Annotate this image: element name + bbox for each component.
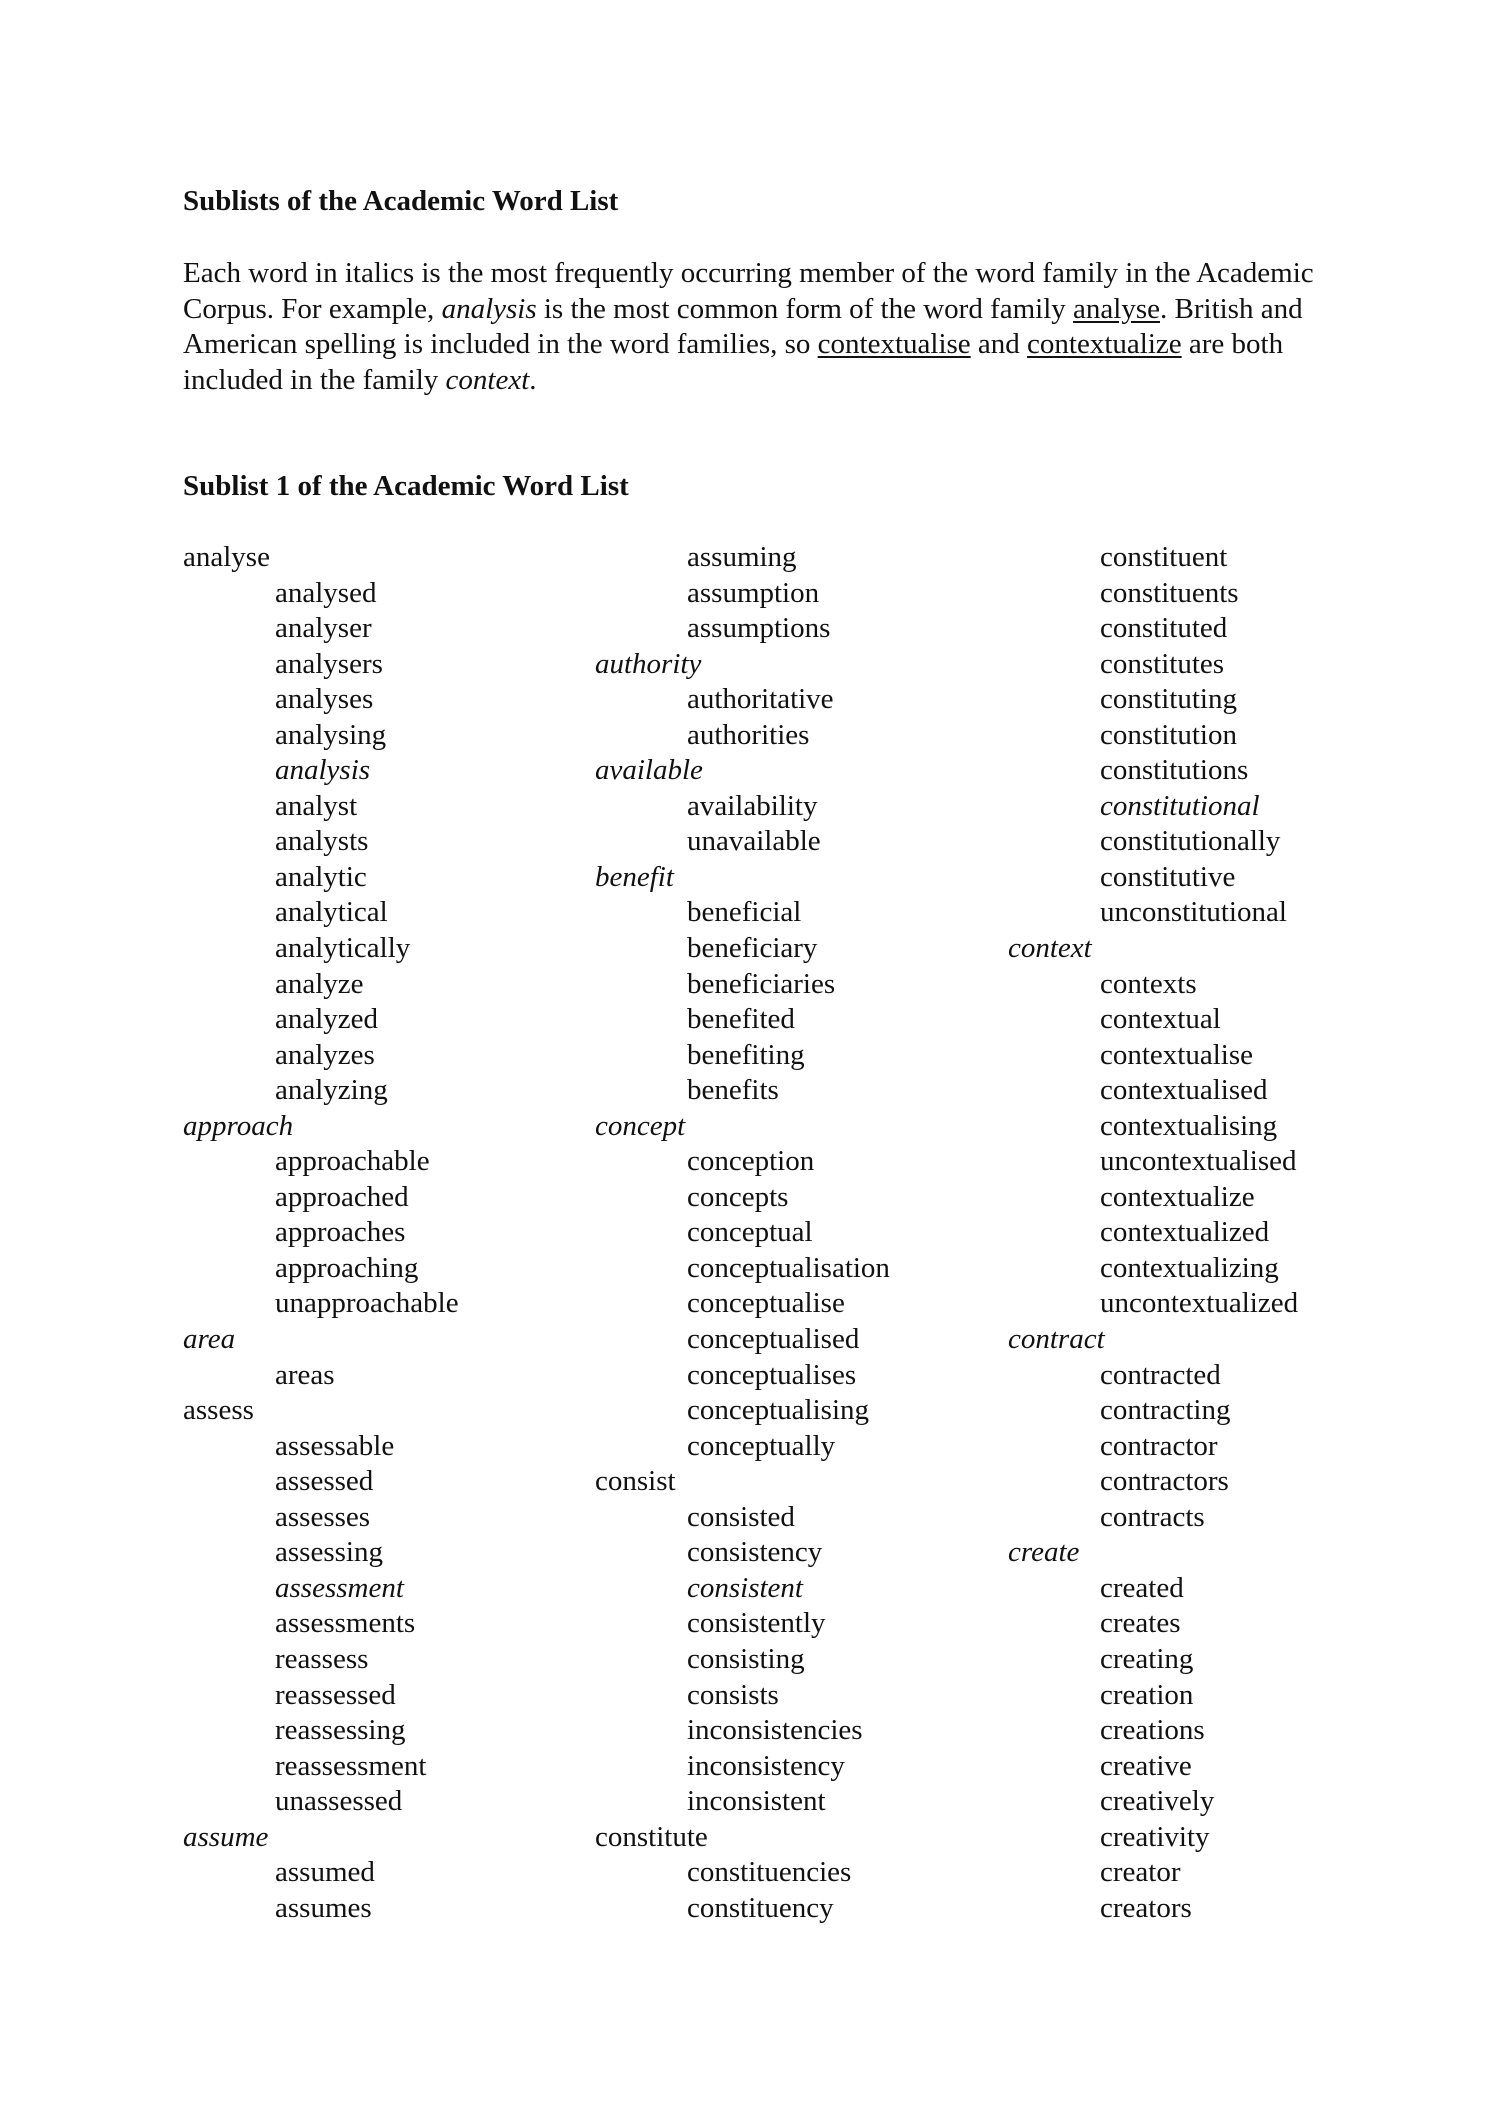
word-family-headword: analyse bbox=[183, 541, 270, 573]
word-family-member: creator bbox=[1100, 1856, 1181, 1889]
word-family-member: contractor bbox=[1100, 1429, 1218, 1462]
word-family-headword: context bbox=[1008, 932, 1092, 965]
word-family-member: analytic bbox=[275, 860, 367, 893]
word-family-member: contextualise bbox=[1100, 1038, 1254, 1071]
intro-italic-analysis: analysis bbox=[441, 292, 537, 325]
word-family-member: contracting bbox=[1100, 1394, 1231, 1427]
word-family-member: assumes bbox=[275, 1891, 372, 1924]
word-family-member: contextualising bbox=[1100, 1109, 1278, 1142]
word-family-member: benefited bbox=[687, 1003, 795, 1036]
word-family-member: conceptualised bbox=[687, 1323, 860, 1356]
intro-text-5: are both included in the family bbox=[183, 328, 1284, 396]
word-family-headword: available bbox=[595, 754, 703, 787]
word-family-member: constitutional bbox=[1100, 789, 1260, 822]
word-family-member: consistent bbox=[687, 1571, 803, 1604]
word-family-member: analyzing bbox=[275, 1074, 388, 1107]
word-family-member: uncontextualized bbox=[1100, 1287, 1299, 1320]
intro-paragraph bbox=[183, 256, 1363, 398]
word-family-member: conceptualises bbox=[687, 1358, 857, 1391]
word-family-member: beneficial bbox=[687, 896, 802, 929]
word-family-member: uncontextualised bbox=[1100, 1145, 1297, 1178]
word-family-member: assessable bbox=[275, 1429, 395, 1462]
word-family-member: areas bbox=[275, 1358, 335, 1391]
word-family-member: concepts bbox=[687, 1180, 789, 1213]
word-family-member: reassessing bbox=[275, 1714, 406, 1747]
word-family-member: analyzed bbox=[275, 1003, 379, 1036]
word-family-member: analyser bbox=[275, 612, 372, 645]
intro-text-1: Each word in italics is the most frequently occurring member of the word family in the Academic Corpus. For example, bbox=[183, 257, 1314, 325]
word-family-member: creative bbox=[1100, 1749, 1192, 1782]
intro-text-6: . bbox=[529, 363, 537, 396]
word-column-2 bbox=[595, 540, 995, 1926]
word-family-member: contracted bbox=[1100, 1358, 1221, 1391]
word-family-member: beneficiary bbox=[687, 932, 818, 965]
word-family-headword: contract bbox=[1008, 1323, 1105, 1356]
word-family-member: analysed bbox=[275, 576, 377, 609]
word-family-member: analyzes bbox=[275, 1038, 375, 1071]
word-family-member: created bbox=[1100, 1571, 1184, 1604]
word-family-member: creations bbox=[1100, 1714, 1205, 1747]
word-family-member: assumptions bbox=[687, 612, 831, 645]
word-family-headword: area bbox=[183, 1323, 236, 1356]
sublist-title: Sublist 1 of the Academic Word List bbox=[183, 470, 629, 502]
word-family-member: approaches bbox=[275, 1216, 406, 1249]
word-family-member: assesses bbox=[275, 1500, 371, 1533]
word-family-member: inconsistencies bbox=[687, 1714, 863, 1747]
word-family-member: creators bbox=[1100, 1891, 1192, 1924]
intro-underlined-contextualize: contextualize bbox=[1027, 328, 1182, 360]
word-family-member: analyses bbox=[275, 683, 374, 716]
intro-underlined-contextualise: contextualise bbox=[817, 328, 971, 360]
intro-underlined-analyse: analyse bbox=[1073, 292, 1161, 325]
page-title: Sublists of the Academic Word List bbox=[183, 185, 619, 217]
word-family-headword: assess bbox=[183, 1394, 254, 1427]
word-family-member: conceptualising bbox=[687, 1394, 870, 1427]
word-family-member: analysts bbox=[275, 825, 369, 858]
word-family-headword: authority bbox=[595, 647, 702, 680]
word-family-member: assessing bbox=[275, 1536, 383, 1569]
word-family-member: constitutive bbox=[1100, 860, 1236, 893]
word-family-member: assumption bbox=[687, 576, 820, 609]
word-family-member: assessments bbox=[275, 1607, 416, 1640]
word-family-member: analysis bbox=[275, 754, 371, 787]
word-family-headword: create bbox=[1008, 1536, 1080, 1569]
word-family-member: contextualizing bbox=[1100, 1251, 1279, 1284]
word-family-member: contracts bbox=[1100, 1500, 1205, 1533]
word-family-member: benefiting bbox=[687, 1038, 805, 1071]
word-family-member: consisted bbox=[687, 1500, 795, 1533]
word-family-member: analysing bbox=[275, 718, 387, 751]
word-family-member: analytically bbox=[275, 932, 411, 965]
word-family-member: creativity bbox=[1100, 1820, 1210, 1853]
word-family-member: conceptually bbox=[687, 1429, 836, 1462]
intro-italic-context: context bbox=[445, 363, 530, 396]
word-family-member: constituencies bbox=[687, 1856, 852, 1889]
word-family-member: analytical bbox=[275, 896, 388, 929]
intro-text-4: and bbox=[970, 328, 1028, 360]
word-family-member: analyst bbox=[275, 789, 358, 822]
word-family-member: authoritative bbox=[687, 683, 834, 716]
word-family-member: unavailable bbox=[687, 825, 821, 858]
word-family-member: consistency bbox=[687, 1536, 823, 1569]
word-family-member: conceptualise bbox=[687, 1287, 845, 1320]
word-family-member: assessed bbox=[275, 1465, 374, 1498]
word-family-member: contextualised bbox=[1100, 1074, 1268, 1107]
word-family-member: benefits bbox=[687, 1074, 779, 1107]
word-family-headword: assume bbox=[183, 1820, 269, 1853]
word-family-member: approachable bbox=[275, 1145, 430, 1178]
word-family-member: contextual bbox=[1100, 1003, 1221, 1036]
word-family-member: constituents bbox=[1100, 576, 1239, 609]
intro-text-3: . British and American spelling is included in the word families, so bbox=[183, 292, 1303, 360]
word-family-member: approaching bbox=[275, 1251, 419, 1284]
word-family-member: authorities bbox=[687, 718, 810, 751]
word-family-member: creatively bbox=[1100, 1785, 1215, 1818]
word-family-member: analyze bbox=[275, 967, 364, 1000]
word-family-member: creating bbox=[1100, 1642, 1194, 1675]
word-family-member: approached bbox=[275, 1180, 409, 1213]
word-family-member: assessment bbox=[275, 1571, 404, 1604]
word-family-member: contextualized bbox=[1100, 1216, 1270, 1249]
word-family-member: unconstitutional bbox=[1100, 896, 1287, 929]
word-family-member: constitution bbox=[1100, 718, 1237, 751]
word-family-member: contractors bbox=[1100, 1465, 1229, 1498]
word-family-member: conception bbox=[687, 1145, 815, 1178]
word-column-3 bbox=[1008, 540, 1408, 1926]
word-family-headword: approach bbox=[183, 1109, 294, 1142]
word-family-member: reassess bbox=[275, 1642, 369, 1675]
word-family-member: creation bbox=[1100, 1678, 1194, 1711]
intro-text-2: is the most common form of the word family bbox=[536, 292, 1074, 325]
word-family-member: reassessment bbox=[275, 1749, 427, 1782]
word-family-member: conceptualisation bbox=[687, 1251, 890, 1284]
word-family-member: assumed bbox=[275, 1856, 375, 1889]
word-family-member: reassessed bbox=[275, 1678, 396, 1711]
word-family-member: beneficiaries bbox=[687, 967, 836, 1000]
word-family-member: availability bbox=[687, 789, 818, 822]
word-family-headword: benefit bbox=[595, 860, 674, 893]
word-family-member: contextualize bbox=[1100, 1180, 1255, 1213]
word-family-headword: concept bbox=[595, 1109, 686, 1142]
word-family-member: unapproachable bbox=[275, 1287, 459, 1320]
word-family-member: consistently bbox=[687, 1607, 826, 1640]
word-family-member: contexts bbox=[1100, 967, 1197, 1000]
word-family-member: conceptual bbox=[687, 1216, 813, 1249]
word-family-headword: consist bbox=[595, 1465, 676, 1498]
word-family-headword: constitute bbox=[595, 1820, 708, 1853]
word-family-member: constituent bbox=[1100, 541, 1228, 573]
word-family-member: constituted bbox=[1100, 612, 1228, 645]
word-family-member: constituting bbox=[1100, 683, 1237, 716]
word-family-member: constituency bbox=[687, 1891, 834, 1924]
word-column-1 bbox=[183, 540, 583, 1926]
word-family-member: inconsistency bbox=[687, 1749, 845, 1782]
word-family-member: constitutes bbox=[1100, 647, 1225, 680]
word-family-member: assuming bbox=[687, 541, 797, 573]
word-family-member: analysers bbox=[275, 647, 383, 680]
word-family-member: constitutionally bbox=[1100, 825, 1281, 858]
word-family-member: consists bbox=[687, 1678, 779, 1711]
word-family-member: creates bbox=[1100, 1607, 1181, 1640]
word-family-member: unassessed bbox=[275, 1785, 403, 1818]
word-family-member: inconsistent bbox=[687, 1785, 826, 1818]
word-family-member: constitutions bbox=[1100, 754, 1249, 787]
word-family-member: consisting bbox=[687, 1642, 805, 1675]
